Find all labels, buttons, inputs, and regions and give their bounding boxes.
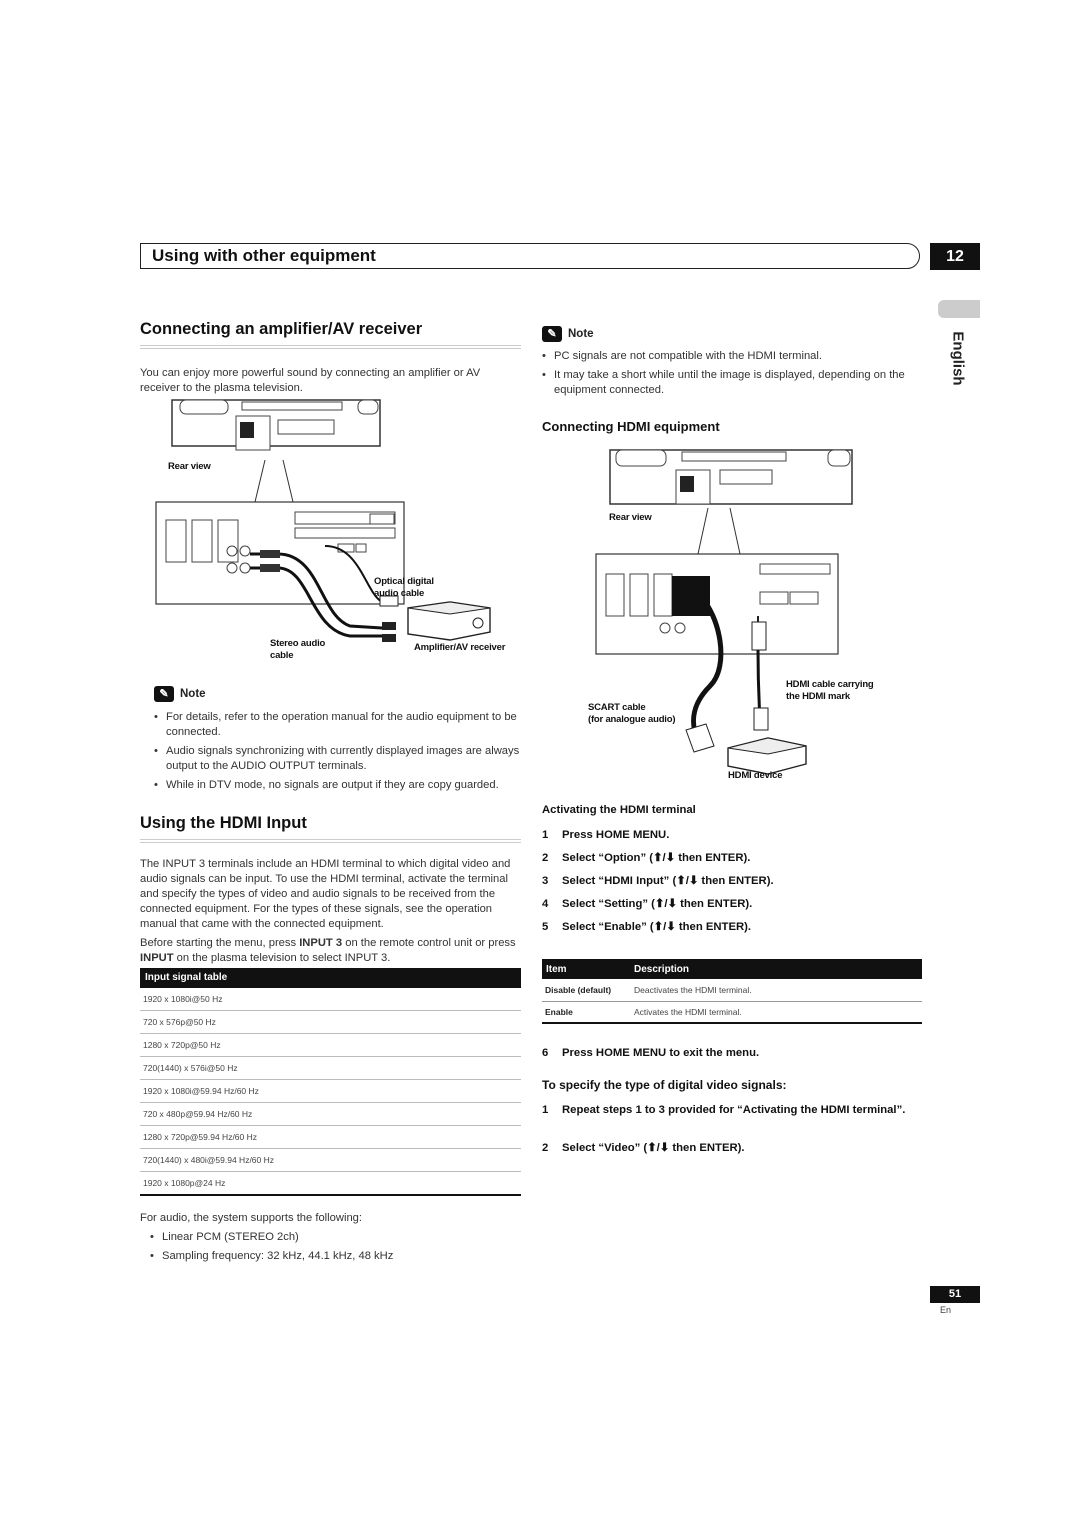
step-6: 6 Press HOME MENU to exit the menu.: [542, 1047, 760, 1059]
section-rule: [140, 345, 521, 349]
note-label: Note: [180, 688, 206, 700]
activating-step: 3 Select “HDMI Input” (⬆/⬇ then ENTER).: [542, 875, 774, 887]
table-header-item: Item: [546, 963, 567, 975]
hdmi-input-title: Using the HDMI Input: [140, 814, 307, 832]
chapter-number: 12: [930, 243, 980, 270]
activating-step: 1 Press HOME MENU.: [542, 829, 670, 841]
scart-cable-label: SCART cable: [588, 702, 646, 713]
activating-title: Activating the HDMI terminal: [542, 804, 696, 816]
activating-step: 2 Select “Option” (⬆/⬇ then ENTER).: [542, 852, 751, 864]
rear-view-label: Rear view: [609, 512, 652, 523]
page-number: 51: [930, 1286, 980, 1303]
table-row: [542, 1001, 922, 1023]
table-row: 1920 x 1080p@24 Hz: [143, 1178, 226, 1188]
hdmi-setting-table: [542, 959, 922, 1024]
note-item: • PC signals are not compatible with the HDMI terminal.: [542, 349, 922, 364]
amp-section: [140, 320, 521, 396]
video-type-title: To specify the type of digital video signals:: [542, 1078, 787, 1092]
note-heading: [154, 686, 520, 702]
note-pencil-icon: ✎: [154, 686, 174, 702]
receiver-label: Amplifier/AV receiver: [414, 642, 506, 653]
hdmi-input-para2: Before starting the menu, press INPUT 3 on the remote control unit or press INPUT on the plasma television to select INPUT 3.: [140, 937, 516, 964]
language-tab: [938, 300, 980, 318]
activating-section: [542, 803, 922, 943]
hdmi-cable-label: HDMI cable carrying the HDMI mark: [786, 679, 874, 702]
hdmi-input-para1: The INPUT 3 terminals include an HDMI terminal to which digital video and audio signals can be input. To use the HDMI terminal, activate the terminal and specify the types of video and audio signals to be received from the connected equipment. For the types of these signals, see the operation manual that came with the connected equipment.: [140, 858, 511, 930]
table-cell-item: Disable (default): [545, 984, 612, 995]
table-row: 720(1440) x 480i@59.94 Hz/60 Hz: [140, 1149, 521, 1172]
input-signal-table: [140, 968, 521, 1196]
scart-cable-sublabel: (for analogue audio): [588, 714, 676, 725]
page-header-title: Using with other equipment: [152, 246, 376, 265]
table-row: 1280 x 720p@59.94 Hz/60 Hz: [140, 1126, 521, 1149]
note-heading: [542, 326, 922, 342]
optical-cable-label: Optical digital audio cable: [374, 576, 434, 599]
table-header: Input signal table: [140, 968, 521, 988]
right-note: [542, 326, 922, 398]
table-bottom-rule: [140, 1194, 521, 1196]
hdmi-input-section: [140, 814, 521, 966]
table-row: 1280 x 720p@50 Hz: [140, 1034, 521, 1057]
note-item: • It may take a short while until the image is displayed, depending on the equipment connected.: [542, 368, 922, 398]
video-step-1: 1 Repeat steps 1 to 3 provided for “Activating the HDMI terminal”.: [542, 1104, 906, 1116]
table-cell-description: Deactivates the HDMI terminal.: [634, 984, 752, 995]
activating-step: 5 Select “Enable” (⬆/⬇ then ENTER).: [542, 921, 752, 933]
audio-item: • Sampling frequency: 32 kHz, 44.1 kHz, 48 kHz: [150, 1249, 521, 1264]
table-header-description: Description: [634, 963, 690, 975]
video-step-2: 2 Select “Video” (⬆/⬇ then ENTER).: [542, 1142, 745, 1154]
audio-intro: For audio, the system supports the following:: [140, 1212, 362, 1224]
hdmi-connection-diagram: [590, 446, 890, 778]
table-cell-item: Enable: [545, 1006, 573, 1017]
note-item: • While in DTV mode, no signals are output if they are copy guarded.: [154, 778, 520, 793]
hdmi-device-label: HDMI device: [728, 770, 783, 781]
table-row: 720 x 576p@50 Hz: [140, 1011, 521, 1034]
audio-support: [140, 1211, 521, 1264]
amplifier-connection-diagram: [150, 396, 520, 668]
amp-intro: You can enjoy more powerful sound by connecting an amplifier or AV receiver to the plasma television.: [140, 367, 481, 394]
table-cell-description: Activates the HDMI terminal.: [634, 1006, 742, 1017]
amp-note: [154, 686, 520, 793]
note-label: Note: [568, 328, 594, 340]
amp-section-title: Connecting an amplifier/AV receiver: [140, 320, 423, 338]
page-language: En: [940, 1305, 952, 1315]
table-row: [542, 979, 922, 1001]
connecting-hdmi-title: Connecting HDMI equipment: [542, 419, 720, 434]
note-pencil-icon: ✎: [542, 326, 562, 342]
table-row: 720(1440) x 576i@50 Hz: [140, 1057, 521, 1080]
section-rule: [140, 839, 521, 843]
stereo-cable-label: Stereo audio cable: [270, 638, 326, 661]
rear-view-label: Rear view: [168, 461, 211, 472]
activating-step: 4 Select “Setting” (⬆/⬇ then ENTER).: [542, 898, 753, 910]
note-item: • For details, refer to the operation manual for the audio equipment to be connected.: [154, 710, 520, 740]
table-row: 1920 x 1080i@59.94 Hz/60 Hz: [140, 1080, 521, 1103]
language-label: English: [949, 331, 967, 386]
table-row: 720 x 480p@59.94 Hz/60 Hz: [140, 1103, 521, 1126]
table-row: 1920 x 1080i@50 Hz: [140, 988, 521, 1011]
note-item: • Audio signals synchronizing with currently displayed images are always output to the AUDIO OUTPUT terminals.: [154, 744, 520, 774]
audio-item: • Linear PCM (STEREO 2ch): [150, 1230, 521, 1245]
